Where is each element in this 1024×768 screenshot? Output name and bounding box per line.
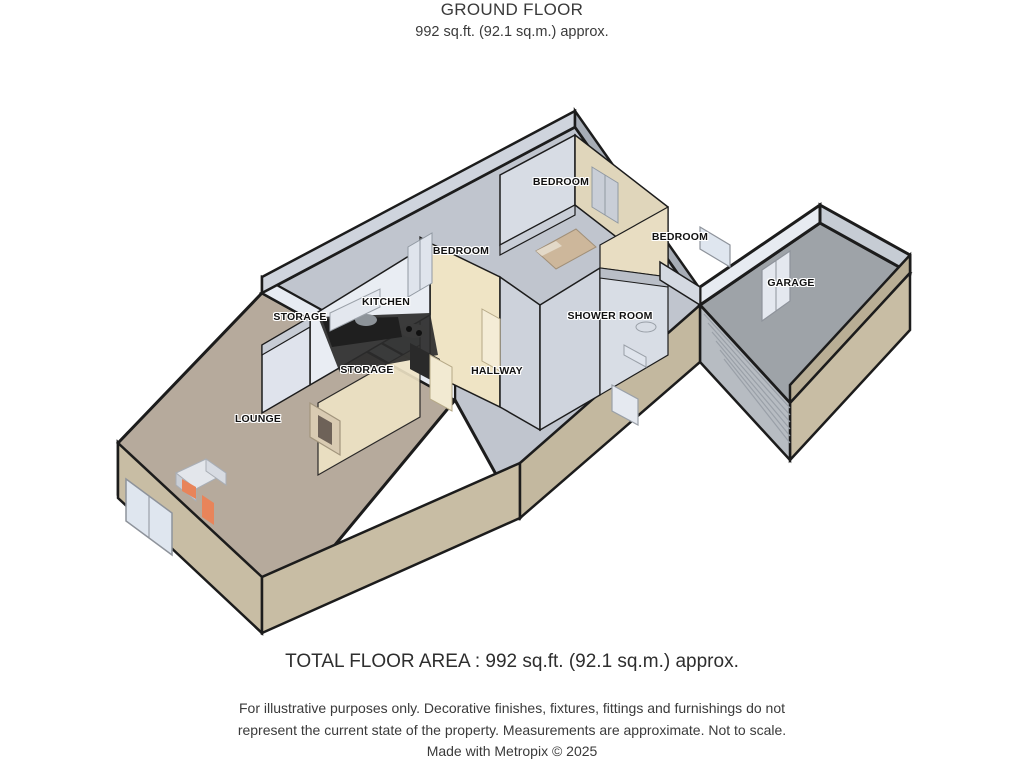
plan-header [0, 0, 1024, 42]
room-label-hallway: HALLWAY [471, 365, 523, 377]
metropix-credit: Made with Metropix © 2025 [426, 743, 598, 759]
room-label-storage-lower: STORAGE [340, 364, 394, 376]
room-label-bedroom-right: BEDROOM [651, 231, 709, 243]
room-label-kitchen: KITCHEN [361, 296, 411, 308]
floorplan-svg [0, 55, 1024, 640]
room-label-shower-room: SHOWER ROOM [567, 310, 653, 322]
page-title: GROUND FLOOR [440, 0, 584, 19]
plan-footer [0, 650, 1024, 763]
room-label-bedroom-middle: BEDROOM [432, 245, 490, 257]
total-floor-area: TOTAL FLOOR AREA : 992 sq.ft. (92.1 sq.m.) approx. [285, 651, 739, 672]
room-label-bedroom-rear: BEDROOM [532, 176, 590, 188]
room-label-storage-upper: STORAGE [273, 311, 327, 323]
disclaimer-line-2: represent the current state of the property. Measurements are approximate. Not to scale. [237, 721, 787, 738]
room-label-lounge: LOUNGE [234, 413, 282, 425]
room-label-garage: GARAGE [767, 277, 815, 289]
floorplan-illustration [0, 55, 1024, 640]
disclaimer-line-1: For illustrative purposes only. Decorative finishes, fixtures, fittings and furnishings do not [239, 700, 785, 716]
floor-area-subtitle: 992 sq.ft. (92.1 sq.m.) approx. [415, 24, 609, 40]
